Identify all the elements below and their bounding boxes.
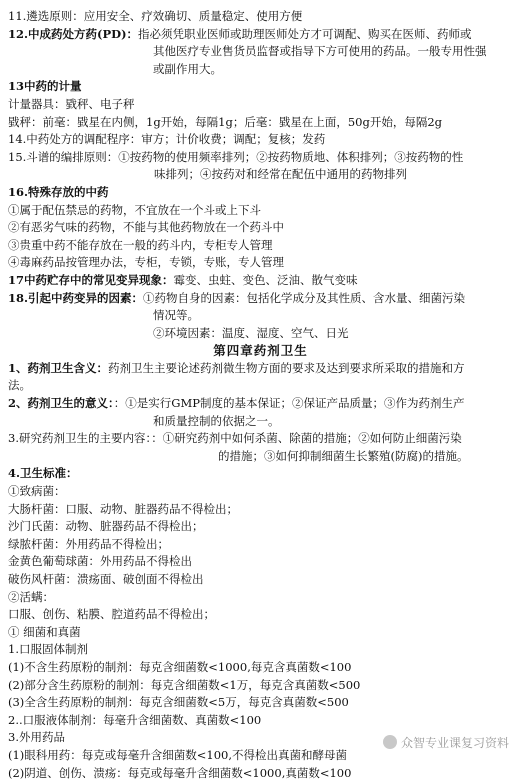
- text-line: ①属于配伍禁忌的药物，不宜放在一个斗或上下斗: [8, 202, 261, 217]
- text-line: 计量器具：戥秤、电子秤: [8, 96, 135, 111]
- text-line: 破伤风杆菌：溃疡面、破创面不得检出: [8, 572, 204, 586]
- text-line: (1)眼科用药：每克或每毫升含细菌数<100,不得检出真菌和酵母菌: [8, 747, 348, 762]
- text-span: ：①是实行GMP制度的基本保证；②保证产品质量；③作为药剂生产: [113, 396, 465, 411]
- text-line: 的措施；③如何抑制细菌生长繁殖(防腐)的措施。: [218, 448, 469, 463]
- heading: 18.引起中药变异的因素：: [8, 290, 144, 305]
- text-line: 戥秤：前毫：戥星在内侧，1g开始，每隔1g；后毫：戥星在上面，50g开始，每隔2g: [8, 114, 443, 129]
- text-line: 1.口服固体制剂: [8, 642, 88, 657]
- heading: 12.中成药处方药(PD)：: [8, 26, 139, 41]
- heading: 4.卫生标准：: [8, 466, 78, 481]
- heading: 2、药剂卫生的意义：: [8, 396, 114, 411]
- text-line: ① 细菌和真菌: [8, 624, 81, 639]
- text-line: (2)阴道、创伤、溃疡：每克或每毫升含细菌数<1000,真菌数<100: [8, 765, 352, 780]
- text-line: [8, 26, 513, 44]
- text-line: [8, 430, 513, 448]
- text-line: (1)不含生药原粉的制剂：每克含细菌数<1000,每克含真菌数<100: [8, 659, 352, 674]
- text-span: 指必须凭职业医师或助理医师处方才可调配、购买在医师、药师或: [138, 26, 472, 41]
- text-line: 其他医疗专业售货员监督或指导下方可使用的药品。一般专用性强: [153, 44, 487, 59]
- text-line: ②活螨：: [8, 589, 54, 604]
- text-line: [8, 360, 513, 378]
- account-icon: [383, 735, 397, 749]
- text-span: 霉变、虫蛀、变色、泛油、散气变味: [173, 272, 358, 287]
- text-line: 或副作用大。: [153, 61, 222, 76]
- document-page: [8, 8, 513, 782]
- text-line: 2..口服液体制剂：每毫升含细菌数、真菌数<100: [8, 712, 262, 727]
- heading: 1、药剂卫生含义：: [8, 360, 109, 375]
- text-line: 沙门氏菌：动物、脏器药品不得检出；: [8, 519, 204, 534]
- chapter-title: 第四章药剂卫生: [213, 343, 308, 359]
- text-line: 味排列；④按药对和经常在配伍中通用的药物排列: [154, 167, 407, 182]
- text-line: 绿脓杆菌：外用药品不得检出；: [8, 536, 169, 551]
- heading: 17中药贮存中的常见变异现象：: [8, 272, 174, 287]
- text-line: 3.外用药品: [8, 730, 65, 745]
- text-line: [8, 395, 513, 413]
- text-line: 法。: [8, 378, 31, 393]
- heading: 3.研究药剂卫生的主要内容：: [8, 431, 152, 446]
- text-line: 金黄色葡萄球菌：外用药品不得检出: [8, 554, 192, 569]
- text-line: ④毒麻药品按管理办法，专柜，专锁，专账，专人管理: [8, 255, 284, 270]
- watermark-text: 众智专业课复习资料: [400, 736, 509, 750]
- text-span: 药剂卫生主要论述药剂微生物方面的要求及达到要求所采取的措施和方: [108, 360, 465, 375]
- text-line: 14.中药处方的调配程序：审方；计价收费；调配；复核；发药: [8, 132, 326, 147]
- heading: 16.特殊存放的中药: [8, 184, 109, 199]
- text-line: (2)部分含生药原粉的制剂：每克含细菌数<1万，每克含真菌数<500: [8, 677, 361, 692]
- watermark: [383, 734, 509, 751]
- text-line: 情况等。: [153, 308, 199, 323]
- text-line: ②有恶劣气味的药物，不能与其他药物放在一个药斗中: [8, 220, 284, 235]
- text-line: [8, 290, 513, 308]
- text-span: ：①研究药剂中如何杀菌、除菌的措施；②如何防止细菌污染: [151, 431, 462, 446]
- text-line: 和质量控制的依据之一。: [153, 413, 280, 428]
- text-line: 大肠杆菌：口服、动物、脏器药品不得检出；: [8, 501, 238, 516]
- text-line: [8, 272, 513, 290]
- text-span: ①药物自身的因素：包括化学成分及其性质、含水量、细菌污染: [143, 290, 466, 305]
- text-line: 口服、创伤、粘膜、腔道药品不得检出；: [8, 607, 215, 622]
- text-line: ①致病菌：: [8, 484, 66, 499]
- heading: 13中药的计量: [8, 79, 82, 94]
- text-line: 11.遴选原则：应用安全、疗效确切、质量稳定、使用方便: [8, 9, 303, 23]
- text-line: (3)全含生药原粉的制剂：每克含细菌数<5万，每克含真菌数<500: [8, 695, 349, 710]
- text-line: ②环境因素：温度、湿度、空气、日光: [153, 325, 349, 340]
- text-line: 15.斗谱的编排原则：①按药物的使用频率排列；②按药物质地、体积排列；③按药物的性: [8, 149, 464, 164]
- text-line: ③贵重中药不能存放在一般的药斗内，专柜专人管理: [8, 237, 273, 252]
